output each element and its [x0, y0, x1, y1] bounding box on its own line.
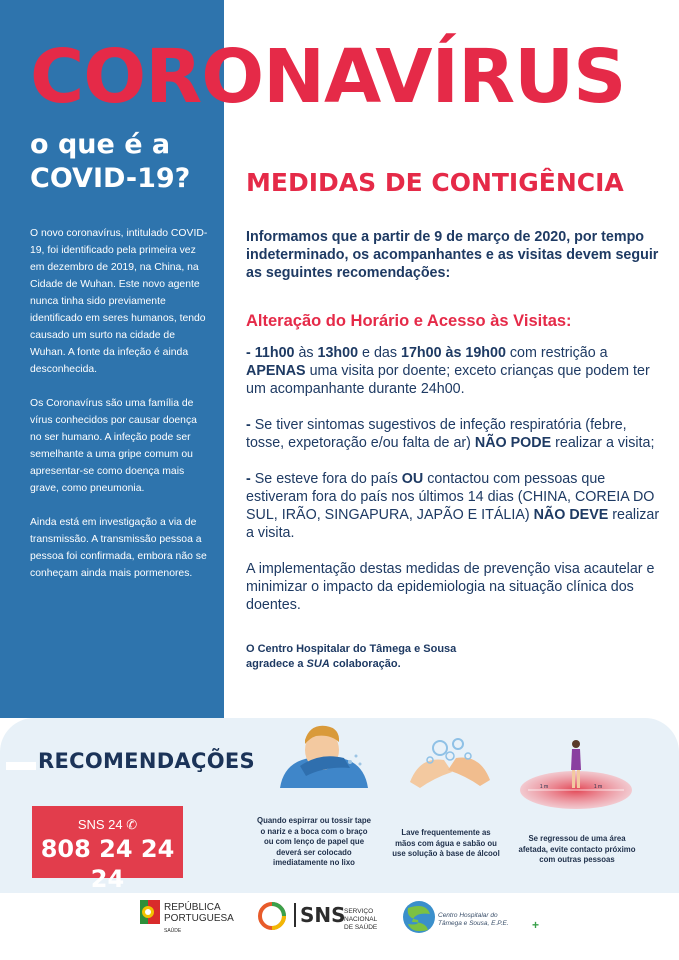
sns24-label: SNS 24 — [77, 817, 123, 832]
page-title: CORONAVÍRUS — [30, 34, 626, 120]
rule-symptoms: - Se tiver sintomas sugestivos de infeção respiratória (febre, tosse, expetoração e/ou falta de ar) NÃO PODE realizar a visita; — [246, 417, 655, 451]
coat-of-arms-icon — [140, 900, 160, 924]
sidebar-paragraph: O novo coronavírus, intitulado COVID-19, foi identificado pela primeira vez em dezembro de 2019, na China, na Cidade de Wuhan. Este novo agente nunca tinha sido previamente identificado em seres humanos, tendo causado um surto na cidade de Wuhan. A fonte da infeção é ainda desconhecida. — [30, 228, 208, 375]
sns-logo: SNS SERVIÇO NACIONAL DE SAÚDE — [258, 900, 398, 934]
sidebar-subtitle — [30, 128, 220, 196]
sidebar-subtitle-line2: COVID-19? — [30, 163, 191, 194]
social-distancing-illustration — [518, 738, 634, 810]
decorative-dash — [6, 762, 36, 770]
recommendation-handwashing: Lave frequentemente as mãos com água e sabão ou use solução à base de álcool — [392, 828, 500, 858]
sns24-hotline-box — [32, 806, 183, 893]
rule-travel: - Se esteve fora do país OU contactou com pessoas que estiveram fora do país nos últimos 14 dias (CHINA, COREIA DO SUL, IRÃO, SINGAPURA, JAPÃO E ITÁLIA) NÃO DEVE realizar a visita. — [246, 471, 660, 541]
measures-title: MEDIDAS DE CONTIGÊNCIA — [246, 168, 624, 197]
sidebar-description — [30, 225, 210, 599]
hand-washing-illustration — [400, 730, 500, 792]
sidebar-paragraph: Ainda está em investigação a via de transmissão. A transmissão pessoa a pessoa foi confirmada, embora não se conheçam ainda mais pormenores. — [30, 517, 207, 579]
sidebar-subtitle-line1: o que é a — [30, 129, 171, 160]
distance-label-right: 1 m — [593, 784, 603, 790]
sns-circle-icon — [258, 902, 286, 930]
phone-icon: ✆ — [126, 817, 138, 832]
visits-section-heading: Alteração do Horário e Acesso às Visitas: — [246, 312, 572, 330]
plus-icon: + — [532, 918, 540, 932]
recommendation-distancing: Se regressou de uma área afetada, evite contacto próximo com outras pessoas — [518, 834, 636, 864]
republica-portuguesa-logo: REPÚBLICA PORTUGUESA SAÚDE — [140, 898, 240, 938]
sidebar-paragraph: Os Coronavírus são uma família de vírus conhecidos por causar doença no ser humano. A infeção pode ser semelhante a uma gripe comum ou apresentar-se como doença mais grave, como pneumonia. — [30, 398, 197, 494]
chts-emblem-icon — [402, 898, 436, 936]
cough-into-elbow-illustration — [270, 722, 380, 788]
measures-closing: A implementação destas medidas de prevenção visa acautelar e minimizar o impacto da epidemiologia na situação clínica dos doentes. — [246, 561, 655, 613]
recommendations-title: RECOMENDAÇÕES — [38, 749, 255, 773]
measures-intro: Informamos que a partir de 9 de março de 2020, por tempo indeterminado, os acompanhantes e as visitas devem seguir as seguintes recomendações: — [246, 229, 659, 281]
sns24-number: 808 24 24 24 — [40, 835, 175, 893]
recommendation-cough: Quando espirrar ou tossir tape o nariz e a boca com o braço ou com lenço de papel que deverá ser colocado imediatamente no lixo — [257, 816, 371, 867]
measures-content — [246, 228, 666, 672]
chts-logo: Centro Hospitalar do Tâmega e Sousa, E.P.E. + — [402, 898, 542, 938]
rule-visiting-hours: - 11h00 às 13h00 e das 17h00 às 19h00 com restrição a APENAS uma visita por doente; exceto crianças que podem ter um acompanhante durante 24h00. — [246, 345, 650, 397]
distance-label-left: 1 m — [539, 784, 549, 790]
thanks-note: O Centro Hospitalar do Tâmega e Sousa agradece a SUA colaboração. — [246, 643, 457, 670]
